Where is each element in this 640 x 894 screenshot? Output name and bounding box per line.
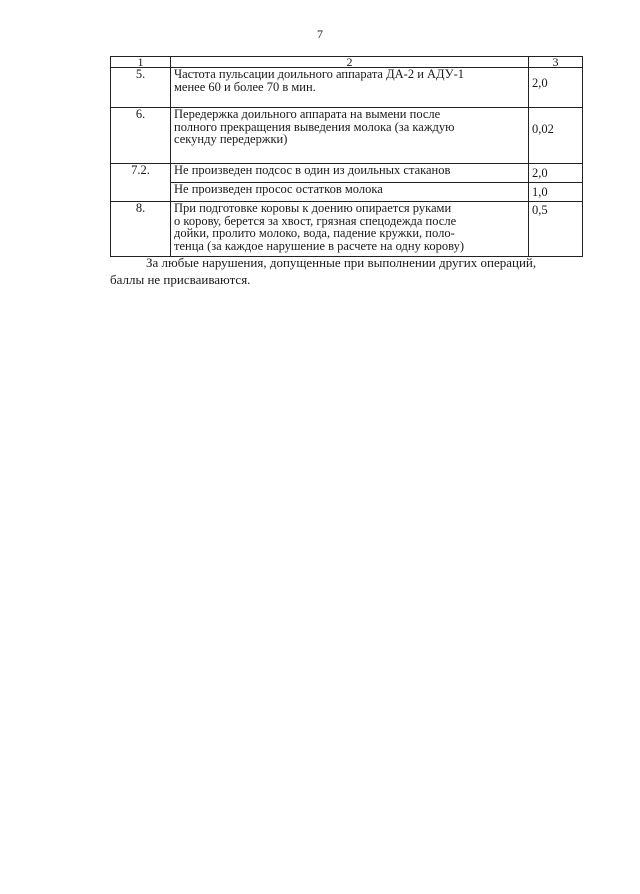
column-header-number: 1 (111, 57, 171, 68)
row-description (171, 68, 529, 108)
table-header-row (111, 57, 583, 68)
note-line (110, 254, 582, 271)
column-header-description: 2 (171, 57, 529, 68)
note-paragraph (110, 254, 582, 288)
note-line-text: За любые нарушения, допущенные при выполнении других операций, (146, 255, 537, 270)
description-line: Не произведен подсос в один из доильных стаканов (174, 163, 451, 177)
description-line: Передержка доильного аппарата на вымени после (174, 107, 441, 121)
violations-table (110, 56, 583, 257)
note-line: баллы не присваиваются. (110, 272, 251, 287)
row-description (171, 183, 529, 202)
description-line: полного прекращения выведения молока (за каждую (174, 119, 455, 134)
description-line: Частота пульсации доильного аппарата ДА-2 и АДУ-1 (174, 67, 464, 81)
description-line: дойки, пролито молоко, вода, падение кружки, поло- (174, 226, 455, 240)
row-number: 7.2. (111, 164, 171, 202)
table-row (111, 108, 583, 164)
row-score: 2,0 (529, 164, 583, 183)
row-description (171, 108, 529, 164)
description-line: Не произведен просос остатков молока (174, 182, 383, 196)
row-number: 6. (111, 108, 171, 164)
table-row (111, 164, 583, 183)
description-line: менее 60 и более 70 в мин. (174, 79, 316, 94)
description-line: о корову, берется за хвост, грязная спецодежда после (174, 213, 457, 228)
row-number: 5. (111, 68, 171, 108)
description-line: секунду передержки) (174, 132, 288, 146)
row-score: 0,02 (529, 108, 583, 164)
column-header-score: 3 (529, 57, 583, 68)
row-score: 0,5 (529, 202, 583, 257)
page-number: 7 (317, 27, 323, 41)
description-line: тенца (за каждое нарушение в расчете на одну корову) (174, 238, 464, 253)
table-row (111, 183, 583, 202)
row-number: 8. (111, 202, 171, 257)
description-line: При подготовке коровы к доению опирается руками (174, 201, 452, 215)
row-score: 2,0 (529, 68, 583, 108)
row-description (171, 202, 529, 257)
table-row (111, 202, 583, 257)
row-score: 1,0 (529, 183, 583, 202)
row-description (171, 164, 529, 183)
table-row (111, 68, 583, 108)
